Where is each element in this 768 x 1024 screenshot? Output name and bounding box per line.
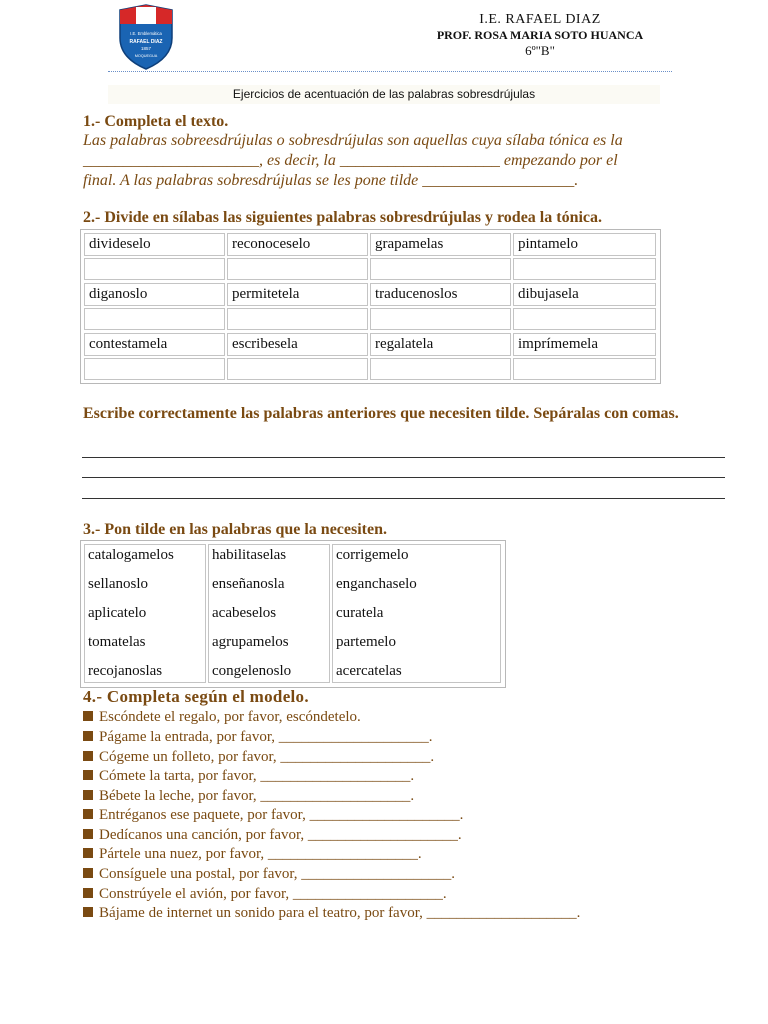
list-item-text: Consíguele una postal, por favor, ____________________. bbox=[99, 866, 456, 882]
square-bullet-icon bbox=[83, 751, 93, 761]
word-item: curatela bbox=[336, 605, 384, 621]
list-item bbox=[83, 905, 580, 922]
list-item-text: Págame la entrada, por favor, ____________________. bbox=[99, 729, 433, 745]
word-item: aplicatelo bbox=[88, 605, 147, 621]
answer-cell[interactable] bbox=[370, 308, 511, 330]
answer-line[interactable] bbox=[82, 457, 725, 458]
section2-title: 2.- Divide en sílabas las siguientes palabras sobresdrújulas y rodea la tónica. bbox=[83, 209, 603, 226]
syllable-table bbox=[80, 229, 661, 384]
list-item bbox=[83, 866, 455, 883]
answer-cell[interactable] bbox=[227, 308, 368, 330]
square-bullet-icon bbox=[83, 790, 93, 800]
list-item-text: Bébete la leche, por favor, ____________________. bbox=[99, 788, 415, 804]
school-name: I.E. RAFAEL DIAZ bbox=[479, 12, 601, 27]
list-item-text: Dedícanos una canción, por favor, ____________________. bbox=[99, 827, 462, 843]
word-item: sellanoslo bbox=[88, 576, 148, 592]
answer-cell[interactable] bbox=[513, 258, 656, 280]
list-item bbox=[83, 729, 433, 746]
answer-cell[interactable] bbox=[227, 358, 368, 380]
answer-cell[interactable] bbox=[370, 258, 511, 280]
table-cell: diganoslo bbox=[84, 283, 225, 306]
answer-cell[interactable] bbox=[370, 358, 511, 380]
word-item: tomatelas bbox=[88, 634, 146, 650]
school-logo bbox=[116, 4, 176, 70]
list-item bbox=[83, 709, 361, 726]
square-bullet-icon bbox=[83, 770, 93, 780]
logo-text-1: I.E. Emblemática bbox=[130, 31, 162, 36]
square-bullet-icon bbox=[83, 711, 93, 721]
header-divider bbox=[108, 71, 672, 72]
list-item-text: Entréganos ese paquete, por favor, ____________________. bbox=[99, 807, 464, 823]
word-item: congelenoslo bbox=[212, 663, 292, 679]
section1-body bbox=[83, 131, 703, 191]
answer-cell[interactable] bbox=[84, 358, 225, 380]
logo-text-3: 1857 bbox=[140, 46, 152, 51]
list-item bbox=[83, 827, 462, 844]
square-bullet-icon bbox=[83, 809, 93, 819]
table-cell: divideselo bbox=[84, 233, 225, 256]
section1-line2: ______________________, es decir, la ____________________ empezando por el bbox=[83, 152, 618, 169]
list-item bbox=[83, 807, 463, 824]
list-item-text: Constrúyele el avión, por favor, ____________________. bbox=[99, 886, 447, 902]
table-cell: regalatela bbox=[370, 333, 511, 356]
word-item: acabeselos bbox=[212, 605, 277, 621]
square-bullet-icon bbox=[83, 868, 93, 878]
word-item: enganchaselo bbox=[336, 576, 417, 592]
word-item: partemelo bbox=[336, 634, 396, 650]
list-item-text: Cógeme un folleto, por favor, ____________________. bbox=[99, 749, 435, 765]
section3-title: 3.- Pon tilde en las palabras que la necesiten. bbox=[83, 521, 388, 538]
word-item: agrupamelos bbox=[212, 634, 289, 650]
list-item-text: Bájame de internet un sonido para el teatro, por favor, ____________________. bbox=[99, 905, 581, 921]
answer-line[interactable] bbox=[82, 477, 725, 478]
section1-line3: final. A las palabras sobresdrújulas se les pone tilde ___________________. bbox=[83, 172, 579, 189]
square-bullet-icon bbox=[83, 848, 93, 858]
word-item: enseñanosla bbox=[212, 576, 285, 592]
answer-line[interactable] bbox=[82, 498, 725, 499]
answer-cell[interactable] bbox=[84, 258, 225, 280]
list-item bbox=[83, 768, 414, 785]
word-item: corrigemelo bbox=[336, 547, 409, 563]
table-cell: escribesela bbox=[227, 333, 368, 356]
answer-cell[interactable] bbox=[513, 308, 656, 330]
list-item-text: Escóndete el regalo, por favor, escóndetelo. bbox=[99, 709, 361, 725]
teacher-name: PROF. ROSA MARIA SOTO HUANCA bbox=[436, 28, 644, 42]
logo-text-2: RAFAEL DIAZ bbox=[129, 39, 163, 45]
section1-title: 1.- Completa el texto. bbox=[83, 113, 229, 130]
table-cell: reconoceselo bbox=[227, 233, 368, 256]
table-cell: pintamelo bbox=[513, 233, 656, 256]
word-item: habilitaselas bbox=[212, 547, 287, 563]
section1-line1: Las palabras sobreesdrújulas o sobresdrújulas son aquellas cuya sílaba tónica es la bbox=[83, 132, 623, 149]
table-cell: dibujasela bbox=[513, 283, 656, 306]
list-item bbox=[83, 788, 414, 805]
table-cell: grapamelas bbox=[370, 233, 511, 256]
table-cell: traducenoslos bbox=[370, 283, 511, 306]
square-bullet-icon bbox=[83, 731, 93, 741]
list-item-text: Cómete la tarta, por favor, ____________________. bbox=[99, 768, 415, 784]
answer-cell[interactable] bbox=[227, 258, 368, 280]
table-cell: imprímemela bbox=[513, 333, 656, 356]
section2-instruction: Escribe correctamente las palabras anteriores que necesiten tilde. Sepáralas con comas. bbox=[83, 405, 679, 422]
grade-label: 6º"B" bbox=[525, 43, 555, 58]
section4-title: 4.- Completa según el modelo. bbox=[83, 687, 309, 706]
square-bullet-icon bbox=[83, 829, 93, 839]
list-item bbox=[83, 886, 447, 903]
answer-cell[interactable] bbox=[513, 358, 656, 380]
logo-text-4: MOQUEGUA bbox=[134, 54, 158, 58]
word-item: acercatelas bbox=[336, 663, 402, 679]
table-cell: permitetela bbox=[227, 283, 368, 306]
table-cell: contestamela bbox=[84, 333, 225, 356]
worksheet-subtitle: Ejercicios de acentuación de las palabras sobresdrújulas bbox=[232, 87, 536, 101]
list-item-text: Pártele una nuez, por favor, ____________________. bbox=[99, 846, 422, 862]
square-bullet-icon bbox=[83, 907, 93, 917]
list-item bbox=[83, 749, 434, 766]
word-item: catalogamelos bbox=[88, 547, 174, 563]
word-item: recojanoslas bbox=[88, 663, 163, 679]
square-bullet-icon bbox=[83, 888, 93, 898]
accent-table bbox=[80, 540, 506, 688]
list-item bbox=[83, 846, 422, 863]
answer-cell[interactable] bbox=[84, 308, 225, 330]
